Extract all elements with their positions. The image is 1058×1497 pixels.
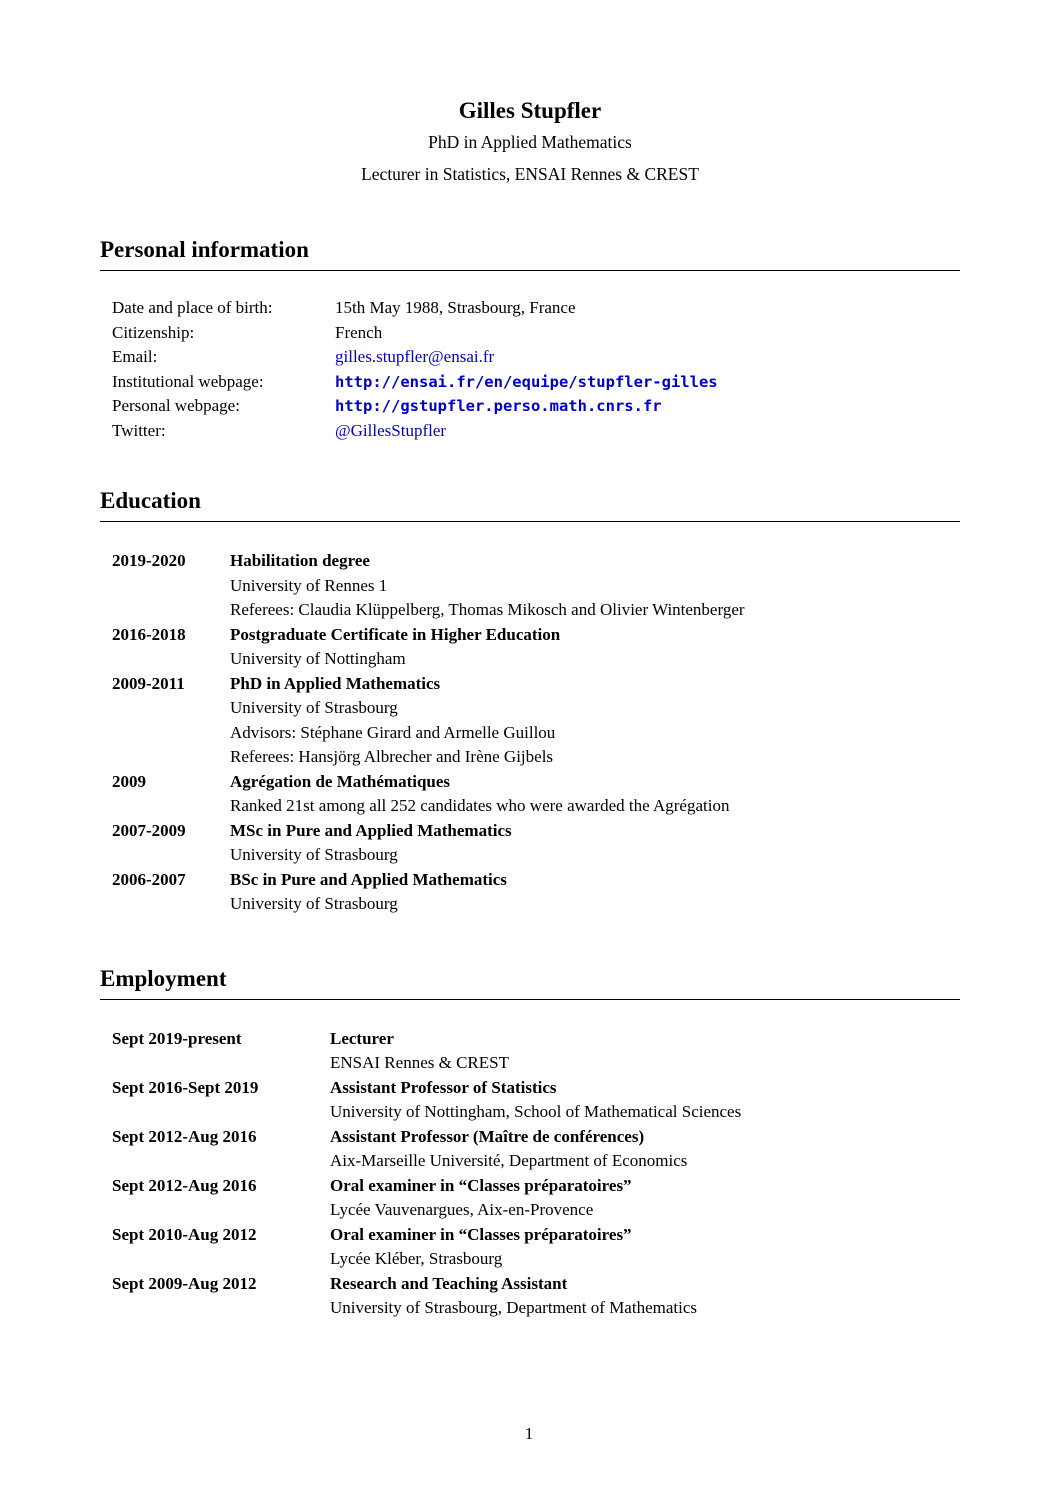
institutional-webpage-link[interactable]: http://ensai.fr/en/equipe/stupfler-gilles: [335, 372, 718, 391]
section-employment: [100, 965, 960, 1321]
header-subtitle-degree: PhD in Applied Mathematics: [428, 132, 632, 152]
employment-entry: [112, 1027, 960, 1076]
entry-detail: Advisors: Stéphane Girard and Armelle Guillou: [230, 722, 556, 742]
section-education: [100, 487, 960, 917]
entry-detail: University of Nottingham: [230, 649, 406, 668]
education-entry: [112, 623, 960, 672]
entry-body: [230, 819, 960, 868]
entry-dates: 2016-2018: [112, 624, 186, 644]
entry-body: [330, 1223, 960, 1272]
section-personal-information: [100, 236, 960, 443]
entry-body: [330, 1125, 960, 1174]
info-label-twitter: Twitter:: [112, 420, 166, 440]
entry-title: Lecturer: [330, 1028, 394, 1048]
entry-title: Oral examiner in “Classes préparatoires”: [330, 1175, 632, 1195]
entry-body: [330, 1076, 960, 1125]
info-label-citizenship: Citizenship:: [112, 322, 195, 342]
entry-dates: Sept 2019-present: [112, 1028, 242, 1048]
entry-title: Research and Teaching Assistant: [330, 1273, 568, 1293]
employment-entry: [112, 1125, 960, 1174]
education-entry: [112, 819, 960, 868]
entry-body: [330, 1272, 960, 1321]
entry-title: MSc in Pure and Applied Mathematics: [230, 820, 512, 840]
email-link[interactable]: gilles.stupfler@ensai.fr: [335, 347, 495, 366]
entry-detail: University of Strasbourg: [230, 698, 398, 717]
entry-detail: Referees: Claudia Klüppelberg, Thomas Mikosch and Olivier Wintenberger: [230, 600, 745, 619]
entry-body: [230, 672, 960, 770]
employment-entry: [112, 1076, 960, 1125]
personal-information-heading: Personal information: [100, 236, 960, 271]
employment-heading: Employment: [100, 965, 960, 1000]
entry-dates: Sept 2012-Aug 2016: [112, 1126, 257, 1146]
entry-dates: 2009: [112, 771, 146, 791]
cv-header: [100, 96, 960, 190]
employment-entry: [112, 1174, 960, 1223]
entry-detail: University of Nottingham, School of Mathematical Sciences: [330, 1102, 742, 1121]
page-number: 1: [524, 1424, 534, 1443]
info-row-email: [112, 345, 960, 370]
info-value-personal-webpage: [335, 394, 960, 419]
entry-body: [230, 623, 960, 672]
info-value-email: [335, 345, 960, 370]
entry-dates: 2007-2009: [112, 820, 186, 840]
info-value-birth: 15th May 1988, Strasbourg, France: [335, 298, 576, 317]
education-entry: [112, 868, 960, 917]
entry-detail: University of Strasbourg: [230, 894, 398, 913]
entry-title: Postgraduate Certificate in Higher Education: [230, 624, 561, 644]
entry-detail: Referees: Hansjörg Albrecher and Irène Gijbels: [230, 747, 554, 766]
employment-entry: [112, 1223, 960, 1272]
info-row-personal-webpage: [112, 394, 960, 419]
entry-dates: 2006-2007: [112, 869, 186, 889]
page-title: Gilles Stupfler: [458, 98, 602, 123]
entry-detail: ENSAI Rennes & CREST: [330, 1053, 509, 1072]
entry-dates: 2019-2020: [112, 551, 186, 570]
entry-title: Agrégation de Mathématiques: [230, 771, 451, 791]
entry-dates: Sept 2016-Sept 2019: [112, 1077, 259, 1097]
entry-title: Oral examiner in “Classes préparatoires”: [330, 1224, 632, 1244]
personal-info-table: [112, 296, 960, 443]
entry-title: PhD in Applied Mathematics: [230, 673, 441, 693]
entry-body: [230, 549, 960, 623]
info-row-twitter: [112, 419, 960, 444]
entry-detail: University of Strasbourg: [230, 845, 398, 864]
info-row-institutional-webpage: [112, 370, 960, 395]
education-entry: [112, 672, 960, 770]
info-value-institutional-webpage: [335, 370, 960, 395]
twitter-link[interactable]: @GillesStupfler: [335, 420, 447, 440]
entry-title: Assistant Professor of Statistics: [330, 1077, 557, 1097]
entry-body: [230, 868, 960, 917]
entry-body: [230, 770, 960, 819]
education-entry: [112, 549, 960, 623]
header-subtitle-position: Lecturer in Statistics, ENSAI Rennes & CREST: [361, 164, 699, 184]
info-label-email: Email:: [112, 347, 158, 366]
entry-detail: Ranked 21st among all 252 candidates who were awarded the Agrégation: [230, 796, 730, 815]
info-value-citizenship: French: [335, 322, 383, 342]
entry-body: [330, 1027, 960, 1076]
personal-webpage-link[interactable]: http://gstupfler.perso.math.cnrs.fr: [335, 397, 662, 415]
education-table: [112, 549, 960, 917]
info-row-citizenship: [112, 321, 960, 346]
entry-title: BSc in Pure and Applied Mathematics: [230, 869, 507, 889]
employment-entry: [112, 1272, 960, 1321]
info-label-personal-webpage: Personal webpage:: [112, 396, 240, 415]
entry-detail: Lycée Kléber, Strasbourg: [330, 1249, 503, 1268]
education-heading: Education: [100, 487, 960, 522]
entry-body: [330, 1174, 960, 1223]
entry-dates: 2009-2011: [112, 673, 185, 693]
info-value-twitter: [335, 419, 960, 444]
info-row-birth: [112, 296, 960, 321]
entry-detail: University of Rennes 1: [230, 575, 388, 595]
entry-detail: Aix-Marseille Université, Department of Economics: [330, 1151, 688, 1170]
entry-dates: Sept 2009-Aug 2012: [112, 1273, 257, 1293]
info-label-birth: Date and place of birth:: [112, 298, 273, 317]
entry-dates: Sept 2012-Aug 2016: [112, 1175, 257, 1195]
entry-title: Assistant Professor (Maître de conférences): [330, 1126, 645, 1146]
employment-table: [112, 1027, 960, 1321]
info-label-institutional-webpage: Institutional webpage:: [112, 371, 264, 391]
entry-title: Habilitation degree: [230, 551, 370, 570]
entry-detail: University of Strasbourg, Department of Mathematics: [330, 1298, 697, 1317]
entry-dates: Sept 2010-Aug 2012: [112, 1224, 257, 1244]
education-entry: [112, 770, 960, 819]
entry-detail: Lycée Vauvenargues, Aix-en-Provence: [330, 1200, 594, 1219]
